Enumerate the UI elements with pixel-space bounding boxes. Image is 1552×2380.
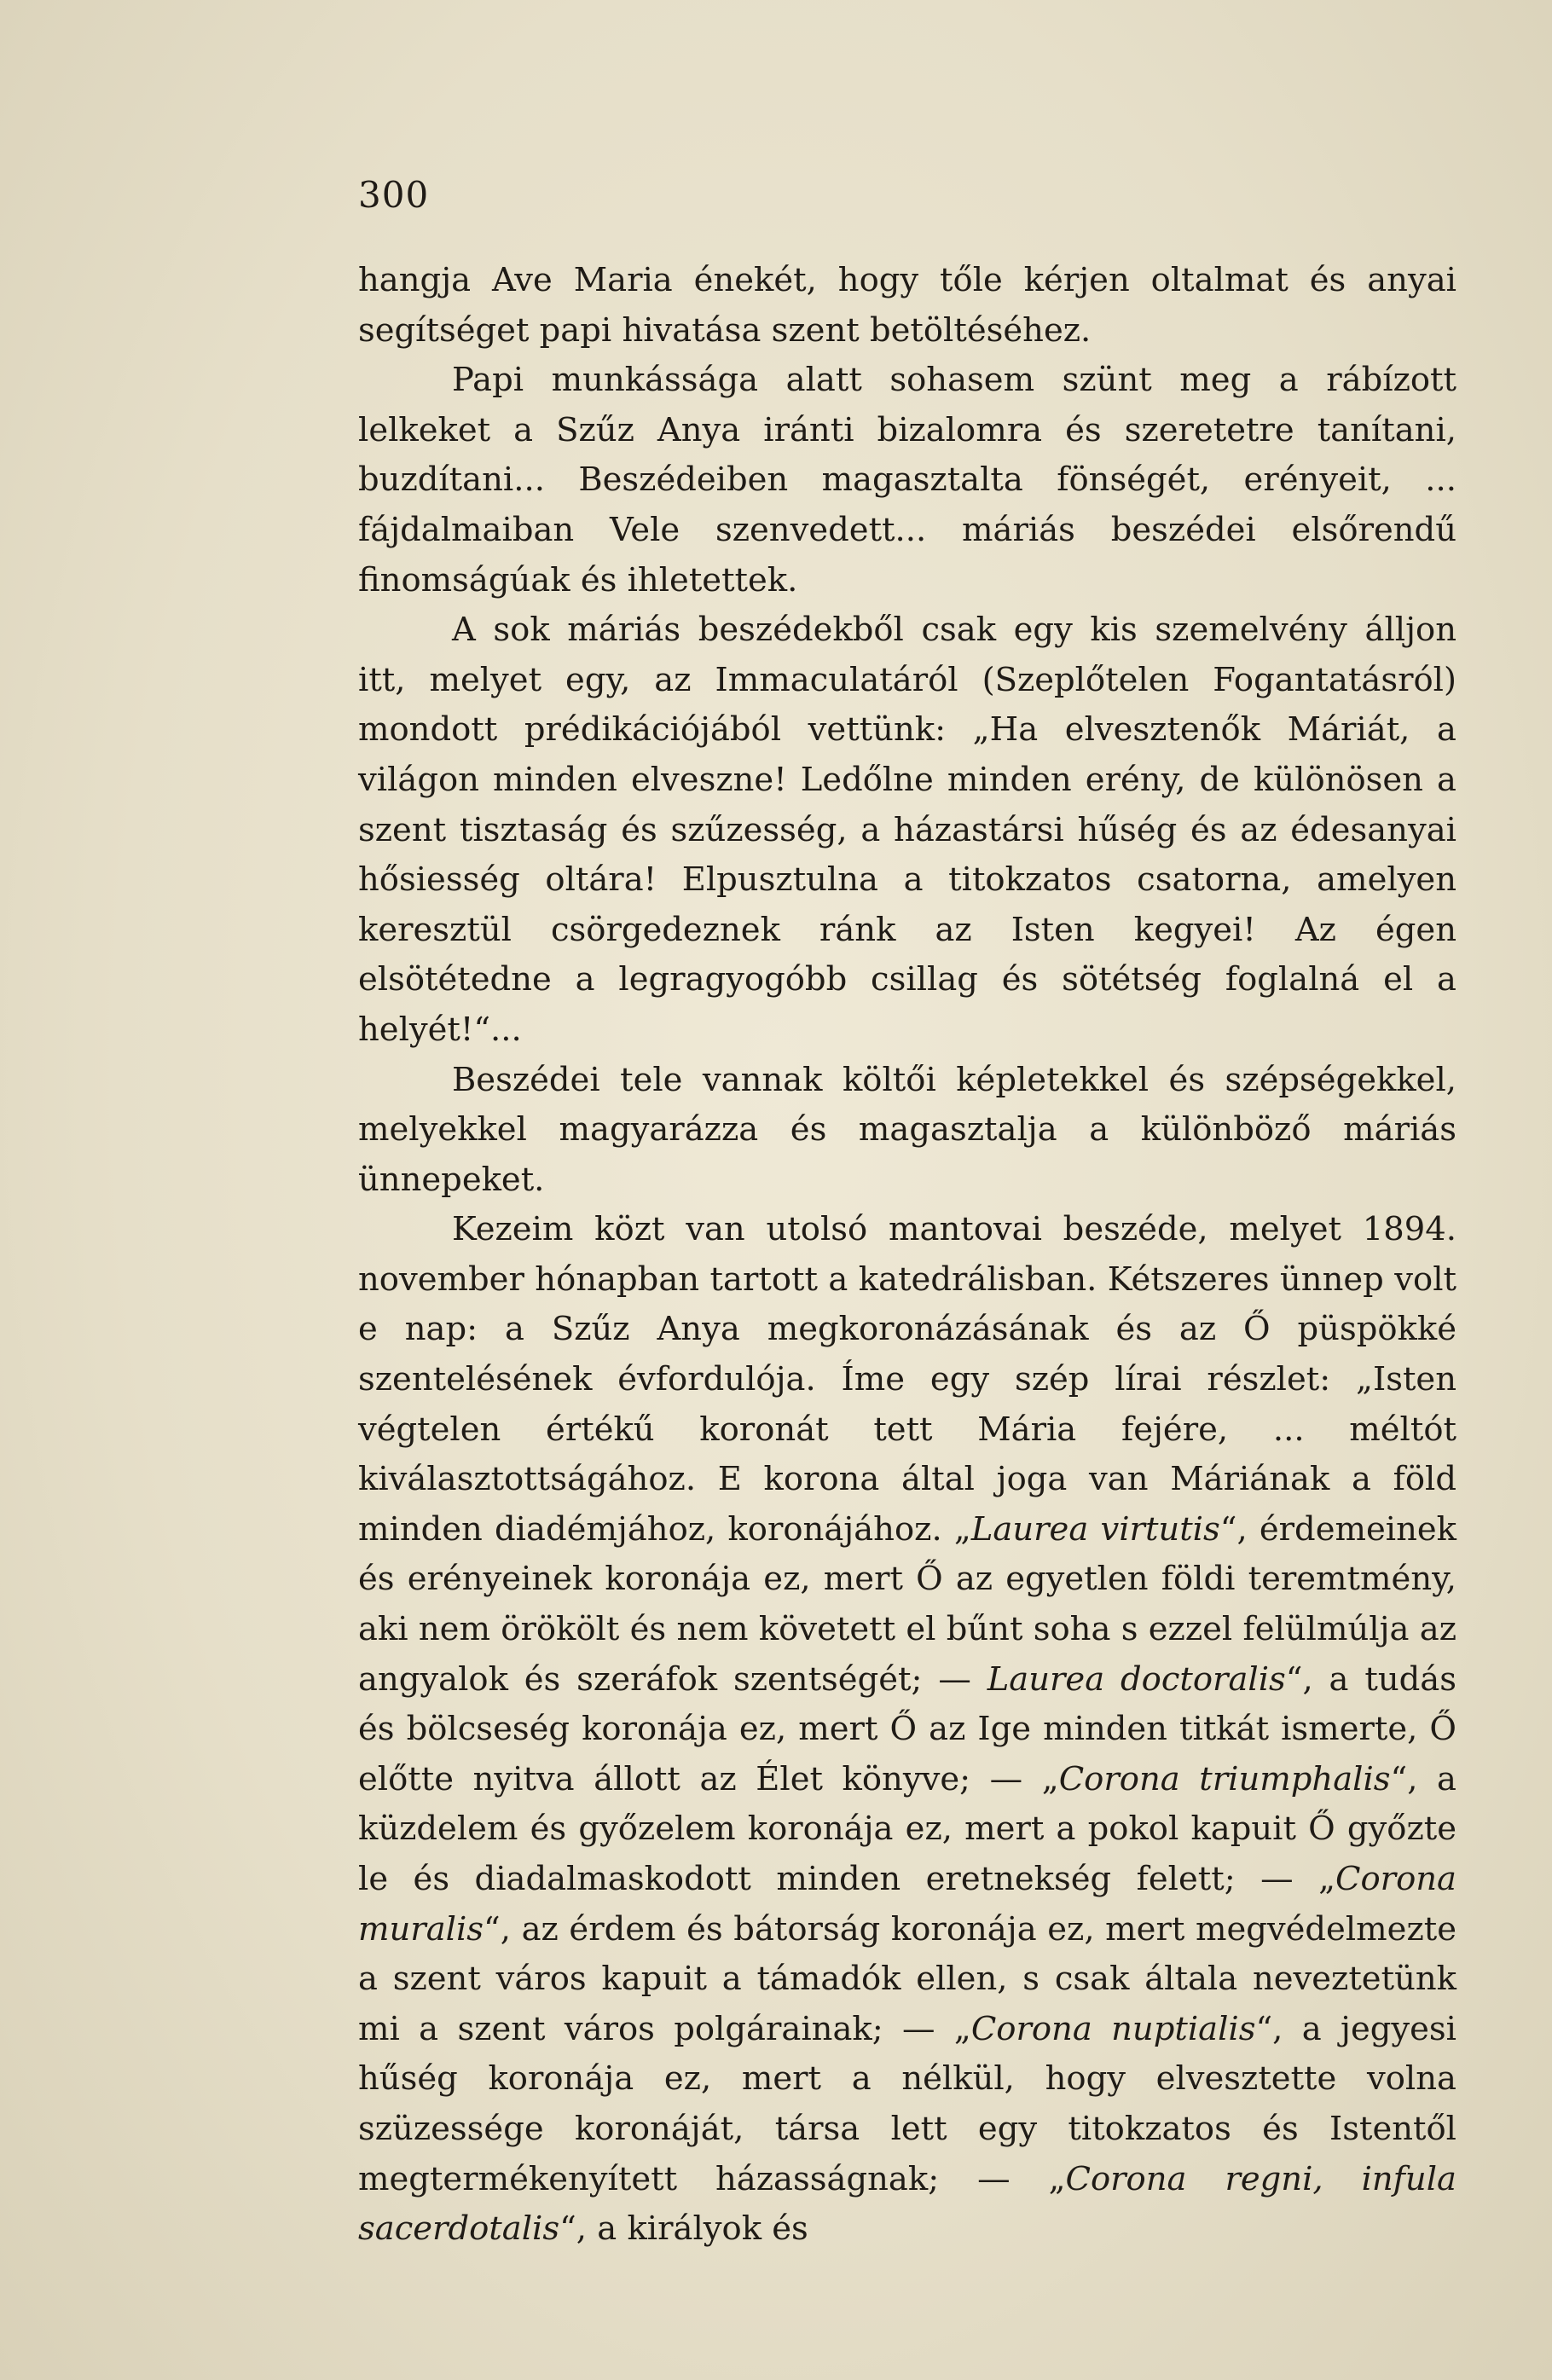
paragraph-3 — [358, 605, 1456, 1055]
latin-corona-muralis: Corona muralis — [358, 1860, 1456, 1949]
paragraph-4-text: Beszédei tele vannak költői képletekkel és szépségekkel, melyekkel magyarázza és magasztalja a különböző máriás ünnepeket. — [358, 1060, 1456, 1199]
paragraph-5-text-3: “, a tudás és bölcseség koronája ez, mert Ő az Ige minden titkát ismerte, Ő előtte nyitva állott az Élet könyve; — „ — [358, 1659, 1456, 1798]
paragraph-1-text: hangja Ave Maria énekét, hogy tőle kérjen oltalmat és anyai segítséget papi hivatása szent betöltéséhez. — [358, 261, 1456, 350]
paragraph-3-text: A sok máriás beszédekből csak egy kis szemelvény álljon itt, melyet egy, az Immaculatáról (Szeplőtelen Fogantatásról) mondott prédikációjából vettünk: „Ha elvesztenők Máriát, a világon minden elveszne! Ledőlne minden erény, de különösen a szent tisztaság és szűzesség, a házastársi hűség és az édesanyai hősiesség oltára! Elpusztulna a titokzatos csatorna, amelyen keresztül csörgedeznek ránk az Isten kegyei! Az égen elsötétedne a legragyogóbb csillag és sötétség foglalná el a helyét!“... — [358, 611, 1456, 1049]
paragraph-2-text: Papi munkássága alatt sohasem szünt meg a rábízott lelkeket a Szűz Anya iránti bizalomra és szeretetre tanítani, buzdítani... Beszédeiben magasztalta fönségét, erényeit, ... fájdalmaiban Vele szenvedett... máriás beszédei elsőrendű finomságúak és ihletettek. — [358, 361, 1456, 599]
paragraph-5-text-2: “, érdemeinek és erényeinek koronája ez, mert Ő az egyetlen földi teremtmény, aki nem örökölt és nem követett el bűnt soha s ezzel felülmúlja az angyalok és szeráfok szentségét; — — [358, 1509, 1457, 1699]
paragraph-1 — [358, 256, 1456, 356]
paragraph-5-text-1: Kezeim közt van utolsó mantovai beszéde, melyet 1894. november hónapban tartott a katedrálisban. Kétszeres ünnep volt e nap: a Szűz Anya megkoronázásának és az Ő püspökké szentelésének évfordulója. Íme egy szép lírai részlet: „Isten végtelen értékű koronát tett Mária fejére, ... méltót kiválasztottságához. E korona által joga van Máriának a föld minden diadémjához, koronájához. „ — [358, 1210, 1456, 1549]
paragraph-5-text-7: “, a királyok és — [559, 2209, 808, 2249]
latin-laurea-virtutis: Laurea virtutis — [970, 1509, 1220, 1549]
paragraph-5-text-4: “, a küzdelem és győzelem koronája ez, mert a pokol kapuit Ő győzte le és diadalmaskodott minden eretnekség felett; — „ — [358, 1759, 1456, 1898]
paragraph-2 — [358, 356, 1456, 605]
page-body — [358, 256, 1456, 2255]
page-number: 300 — [358, 174, 430, 216]
paragraph-4 — [358, 1056, 1456, 1206]
paragraph-5-text-6: “, a jegyesi hűség koronája ez, mert a nélkül, hogy elvesztette volna szüzessége koronáját, társa lett egy titokzatos és Istentől megtermékenyített házasságnak; — „ — [358, 2009, 1456, 2198]
latin-laurea-doctoralis: Laurea doctoralis — [987, 1659, 1286, 1699]
paragraph-5-text-5: “, az érdem és bátorság koronája ez, mert megvédelmezte a szent város kapuit a támadók ellen, s csak általa neveztetünk mi a szent város polgárainak; — „ — [358, 1909, 1456, 2048]
latin-corona-regni: Corona regni, infula sacerdotalis — [358, 2159, 1456, 2249]
latin-corona-triumphalis: Corona triumphalis — [1058, 1759, 1391, 1798]
paragraph-5 — [358, 1205, 1456, 2254]
latin-corona-nuptialis: Corona nuptialis — [970, 2009, 1256, 2048]
